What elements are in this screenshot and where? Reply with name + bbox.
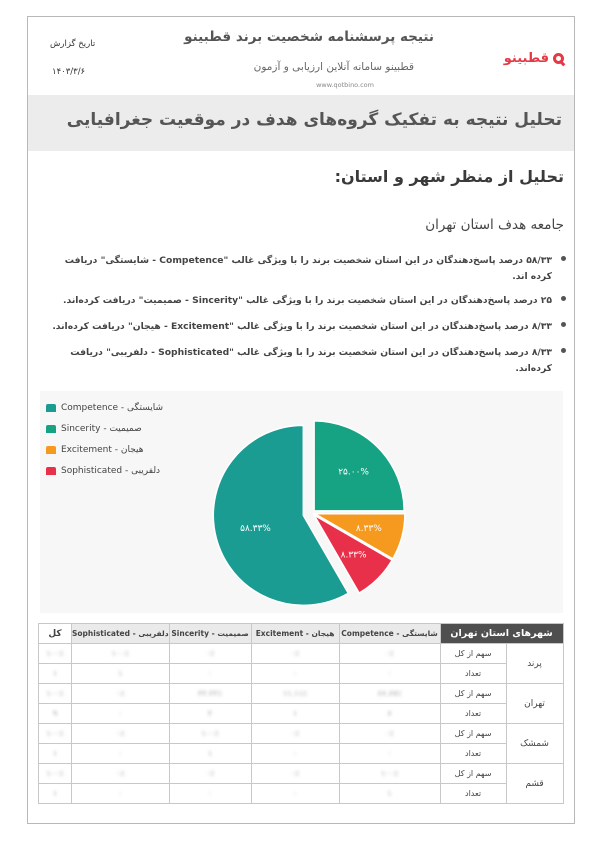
- value-cell: ۰: [169, 784, 251, 804]
- brand-logo: [504, 51, 564, 66]
- table-row: [39, 764, 564, 784]
- value-cell: ۰: [339, 744, 440, 764]
- metric-cell: تعداد: [440, 744, 506, 764]
- value-cell: ۰٪: [251, 764, 339, 784]
- date-label: تاریخ گزارش: [50, 39, 96, 49]
- metric-cell: سهم از کل: [440, 684, 506, 704]
- legend-item[interactable]: Sincerity - صمیمیت: [46, 418, 163, 439]
- list-item: ۲۵ درصد پاسخ‌دهندگان در این استان شخصیت برند را با ویژگی غالب "Sincerity - صمیمیت" دریافت کرده‌اند.: [41, 293, 566, 309]
- metric-cell: سهم از کل: [440, 644, 506, 664]
- value-cell: ۱: [39, 664, 72, 684]
- column-header: هیجان - Excitement: [251, 624, 339, 644]
- value-cell: ۰: [251, 744, 339, 764]
- value-cell: ۰٪: [251, 644, 339, 664]
- city-cell: قشم: [506, 764, 563, 804]
- column-header: صمیمیت - Sincerity: [169, 624, 251, 644]
- city-cell: شمشک: [506, 724, 563, 764]
- metric-cell: تعداد: [440, 664, 506, 684]
- pie-chart: [40, 391, 563, 613]
- table-row: [39, 684, 564, 704]
- province-subheading: جامعه هدف استان تهران: [425, 217, 564, 233]
- value-cell: ۱: [339, 784, 440, 804]
- city-breakdown-table: [38, 623, 564, 804]
- value-cell: ۱: [39, 784, 72, 804]
- metric-cell: تعداد: [440, 704, 506, 724]
- value-cell: ۰: [72, 744, 170, 764]
- slice-label: ۵۸.۳۳%: [240, 524, 271, 535]
- section-banner: [28, 95, 574, 151]
- value-cell: ۱۰۰٪: [169, 724, 251, 744]
- report-title: نتیجه پرسشنامه شخصیت برند قطبینو: [184, 29, 434, 45]
- table-row: [39, 644, 564, 664]
- table-body: [39, 644, 564, 804]
- value-cell: ۱۰۰٪: [39, 684, 72, 704]
- legend-item[interactable]: Excitement - هیجان: [46, 439, 163, 460]
- report-header: [28, 17, 574, 93]
- value-cell: ۰: [339, 664, 440, 684]
- pie-canvas: [40, 391, 563, 613]
- value-cell: ۰٪: [72, 684, 170, 704]
- slice-label: ۸.۳۳%: [340, 550, 367, 561]
- city-cell: پرند: [506, 644, 563, 684]
- value-cell: ۶: [339, 704, 440, 724]
- value-cell: ۱۰۰٪: [72, 644, 170, 664]
- value-cell: ۱۰۰٪: [39, 724, 72, 744]
- bullet-icon: [561, 348, 566, 353]
- value-cell: ۱۰۰٪: [339, 764, 440, 784]
- value-cell: ۲۲.۲۲٪: [169, 684, 251, 704]
- value-cell: ۶۶.۶۷٪: [339, 684, 440, 704]
- table-title: شهرهای استان تهران: [440, 624, 563, 644]
- date-value: ۱۴۰۳/۳/۶: [52, 67, 86, 77]
- report-subtitle: قطبینو سامانه آنلاین ارزیابی و آزمون: [253, 61, 414, 73]
- logo-text: قطبینو: [503, 51, 549, 66]
- bullet-icon: [561, 322, 566, 327]
- value-cell: ۲: [169, 704, 251, 724]
- column-header: کل: [39, 624, 72, 644]
- value-cell: ۰٪: [339, 644, 440, 664]
- list-item: ۸/۳۳ درصد پاسخ‌دهندگان در این استان شخصیت برند را با ویژگی غالب "Sophisticated - دلفریبی" دریافت کرده‌اند.: [41, 345, 566, 377]
- table-row: [39, 744, 564, 764]
- table-row: [39, 664, 564, 684]
- value-cell: ۹: [39, 704, 72, 724]
- value-cell: ۱۰۰٪: [39, 764, 72, 784]
- column-header: شایستگی - Competence: [339, 624, 440, 644]
- table-row: [39, 724, 564, 744]
- value-cell: ۱: [39, 744, 72, 764]
- value-cell: ۰٪: [72, 764, 170, 784]
- value-cell: ۱۱.۱۱٪: [251, 684, 339, 704]
- table-row: [39, 784, 564, 804]
- value-cell: ۰٪: [72, 724, 170, 744]
- website-link[interactable]: www.qotbino.com: [316, 81, 374, 89]
- findings-list: [41, 253, 566, 387]
- report-page: [27, 16, 575, 824]
- legend-item[interactable]: Competence - شایستگی: [46, 397, 163, 418]
- pie-slice[interactable]: [314, 421, 404, 511]
- value-cell: ۱: [251, 704, 339, 724]
- value-cell: ۰٪: [169, 764, 251, 784]
- city-cell: تهران: [506, 684, 563, 724]
- metric-cell: سهم از کل: [440, 724, 506, 744]
- bullet-icon: [561, 296, 566, 301]
- list-item: ۸/۳۳ درصد پاسخ‌دهندگان در این استان شخصیت برند را با ویژگی غالب "Excitement - هیجان" دریافت کرده‌اند.: [41, 319, 566, 335]
- bullet-icon: [561, 256, 566, 261]
- metric-cell: تعداد: [440, 784, 506, 804]
- value-cell: ۰: [72, 784, 170, 804]
- table-row: [39, 704, 564, 724]
- legend-item[interactable]: Sophisticated - دلفریبی: [46, 460, 163, 481]
- value-cell: ۰٪: [339, 724, 440, 744]
- value-cell: ۰٪: [251, 724, 339, 744]
- metric-cell: سهم از کل: [440, 764, 506, 784]
- column-header: دلفریبی - Sophisticated: [72, 624, 170, 644]
- value-cell: ۱: [72, 664, 170, 684]
- logo-q-icon: [553, 53, 564, 64]
- value-cell: ۰: [251, 784, 339, 804]
- analysis-heading: تحلیل از منظر شهر و استان:: [334, 167, 564, 186]
- list-item: ۵۸/۳۳ درصد پاسخ‌دهندگان در این استان شخصیت برند را با ویژگی غالب "Competence - شایستگی" دریافت کرده اند.: [41, 253, 566, 285]
- section-title: تحلیل نتیجه به تفکیک گروه‌های هدف در موقعیت جغرافیایی: [66, 110, 562, 130]
- slice-label: ۸.۳۳%: [355, 524, 382, 535]
- value-cell: ۰: [169, 664, 251, 684]
- value-cell: ۰: [72, 704, 170, 724]
- value-cell: ۰٪: [169, 644, 251, 664]
- value-cell: ۰: [251, 664, 339, 684]
- slice-label: ۲۵.۰۰%: [338, 467, 369, 478]
- value-cell: ۱: [169, 744, 251, 764]
- value-cell: ۱۰۰٪: [39, 644, 72, 664]
